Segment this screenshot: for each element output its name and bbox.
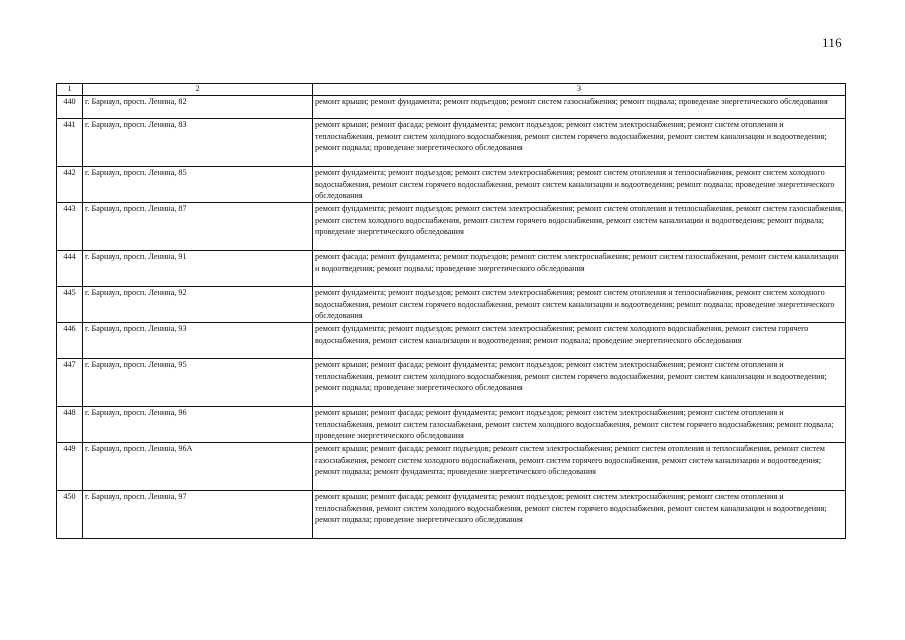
table-row bbox=[57, 167, 846, 203]
row-address: г. Барнаул, просп. Ленина, 82 bbox=[83, 96, 313, 119]
row-address: г. Барнаул, просп. Ленина, 96 bbox=[83, 407, 313, 443]
column-header-address: 2 bbox=[83, 84, 313, 96]
column-header-number: 1 bbox=[57, 84, 83, 96]
row-number: 445 bbox=[57, 287, 83, 323]
table-row bbox=[57, 203, 846, 251]
row-number: 441 bbox=[57, 119, 83, 167]
table-row bbox=[57, 96, 846, 119]
table-row bbox=[57, 119, 846, 167]
row-address: г. Барнаул, просп. Ленина, 87 bbox=[83, 203, 313, 251]
table-row bbox=[57, 407, 846, 443]
row-number: 442 bbox=[57, 167, 83, 203]
row-works: ремонт крыши; ремонт фундамента; ремонт подъездов; ремонт систем газоснабжения; ремонт подвала; проведение энергетического обследования bbox=[313, 96, 846, 119]
row-number: 449 bbox=[57, 443, 83, 491]
row-address: г. Барнаул, просп. Ленина, 97 bbox=[83, 491, 313, 539]
row-works: ремонт фундамента; ремонт подъездов; ремонт систем электроснабжения; ремонт систем отопления и теплоснабжения, ремонт систем холодного водоснабжения, ремонт систем горячего водоснабжения, ремонт систем канализации и водоотведения; ремонт подвала; проведение энергетического обследования bbox=[313, 167, 846, 203]
row-address: г. Барнаул, просп. Ленина, 83 bbox=[83, 119, 313, 167]
row-address: г. Барнаул, просп. Ленина, 93 bbox=[83, 323, 313, 359]
row-works: ремонт фундамента; ремонт подъездов; ремонт систем электроснабжения; ремонт систем отопления и теплоснабжения, ремонт систем холодного водоснабжения, ремонт систем горячего водоснабжения, ремонт систем канализации и водоотведения; ремонт подвала; проведение энергетического обследования bbox=[313, 287, 846, 323]
row-address: г. Барнаул, просп. Ленина, 85 bbox=[83, 167, 313, 203]
column-header-works: 3 bbox=[313, 84, 846, 96]
table-row bbox=[57, 323, 846, 359]
row-number: 443 bbox=[57, 203, 83, 251]
row-number: 450 bbox=[57, 491, 83, 539]
row-works: ремонт фундамента; ремонт подъездов; ремонт систем электроснабжения; ремонт систем отопления и теплоснабжения, ремонт систем газоснабжения, ремонт систем холодного водоснабжения, ремонт систем горячего водоснабжения, ремонт систем канализации и водоотведения; ремонт подвала; проведение энергетического обследования bbox=[313, 203, 846, 251]
row-works: ремонт крыши; ремонт фасада; ремонт фундамента; ремонт подъездов; ремонт систем электроснабжения; ремонт систем отопления и теплоснабжения, ремонт систем холодного водоснабжения, ремонт систем горячего водоснабжения, ремонт систем канализации и водоотведения; ремонт подвала; проведение энергетического обследования bbox=[313, 491, 846, 539]
table-row bbox=[57, 491, 846, 539]
page-number: 116 bbox=[822, 35, 842, 50]
table-row bbox=[57, 359, 846, 407]
row-works: ремонт крыши; ремонт фасада; ремонт подъездов; ремонт систем электроснабжения; ремонт систем отопления и теплоснабжения, ремонт систем газоснабжения, ремонт систем холодного водоснабжения, ремонт систем горячего водоснабжения, ремонт систем канализации и водоотведения; ремонт подвала; ремонт фундамента; проведение энергетического обследования bbox=[313, 443, 846, 491]
row-address: г. Барнаул, просп. Ленина, 95 bbox=[83, 359, 313, 407]
row-number: 444 bbox=[57, 251, 83, 287]
header-row bbox=[57, 84, 846, 96]
row-works: ремонт фундамента; ремонт подъездов; ремонт систем электроснабжения; ремонт систем холодного водоснабжения, ремонт систем горячего водоснабжения, ремонт систем канализации и водоотведения; ремонт подвала; проведение энергетического обследования bbox=[313, 323, 846, 359]
row-number: 440 bbox=[57, 96, 83, 119]
row-works: ремонт крыши; ремонт фасада; ремонт фундамента; ремонт подъездов; ремонт систем электроснабжения; ремонт систем отопления и теплоснабжения, ремонт систем холодного водоснабжения, ремонт систем горячего водоснабжения, ремонт систем канализации и водоотведения; ремонт подвала; проведение энергетического обследования bbox=[313, 359, 846, 407]
table-row bbox=[57, 443, 846, 491]
repair-works-table bbox=[56, 83, 846, 539]
row-works: ремонт крыши; ремонт фасада; ремонт фундамента; ремонт подъездов; ремонт систем электроснабжения; ремонт систем отопления и теплоснабжения, ремонт систем холодного водоснабжения, ремонт систем горячего водоснабжения, ремонт систем канализации и водоотведения; ремонт подвала; проведение энергетического обследования bbox=[313, 119, 846, 167]
table-row bbox=[57, 287, 846, 323]
row-works: ремонт фасада; ремонт фундамента; ремонт подъездов; ремонт систем электроснабжения; ремонт систем газоснабжения, ремонт систем канализации и водоотведения; ремонт подвала; проведение энергетического обследования bbox=[313, 251, 846, 287]
row-number: 448 bbox=[57, 407, 83, 443]
row-address: г. Барнаул, просп. Ленина, 91 bbox=[83, 251, 313, 287]
row-address: г. Барнаул, просп. Ленина, 96А bbox=[83, 443, 313, 491]
row-address: г. Барнаул, просп. Ленина, 92 bbox=[83, 287, 313, 323]
table-row bbox=[57, 251, 846, 287]
row-works: ремонт крыши; ремонт фасада; ремонт фундамента; ремонт подъездов; ремонт систем электроснабжения; ремонт систем отопления и теплоснабжения, ремонт систем газоснабжения, ремонт систем холодного водоснабжения, ремонт систем горячего водоснабжения; ремонт подвала; проведение энергетического обследования bbox=[313, 407, 846, 443]
row-number: 447 bbox=[57, 359, 83, 407]
row-number: 446 bbox=[57, 323, 83, 359]
